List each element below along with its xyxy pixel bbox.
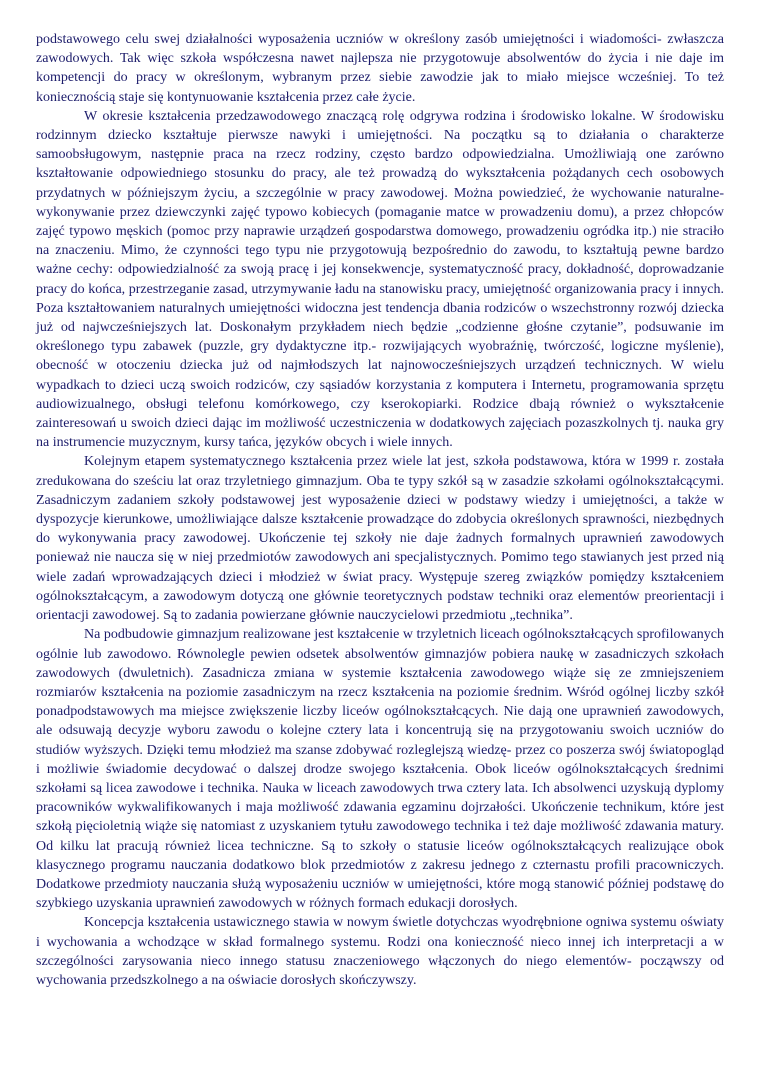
paragraph-secondary-school: Na podbudowie gimnazjum realizowane jest kształcenie w trzyletnich liceach ogólnokształcących sprofilowanych ogólnie lub zawodowo. Równolegle pewien odsetek absolwentów gimnazjów pobiera naukę w zasadniczych szkołach zawodowych (dwuletnich). Zasadnicza zmiana w systemie kształcenia zawodowego wiąże się ze zmniejszeniem rozmiarów kształcenia na poziomie zasadniczym na rzecz kształcenia na poziomie średnim. Wśród ogólnej liczby szkół ponadpodstawowych ma miejsce zwiększenie liczby liceów ogólnokształcących. Nie dają one uprawnień zawodowych, ale odsuwają decyzje wyboru zawodu o kolejne cztery lata i koncentrują się na przygotowaniu swoich uczniów do studiów wyższych. Dzięki temu młodzież ma szanse zdobywać rozleglejszą wiedzę- przez co poszerza swój światopogląd i możliwie świadomie decydować o dalszej drodze swojego kształcenia. Obok liceów ogólnokształcących średnimi szkołami są licea zawodowe i technika. Nauka w liceach zawodowych trwa cztery lata. Ich absolwenci uzyskują dyplomy pracowników wykwalifikowanych i maja możliwość zdawania egzaminu dojrzałości. Ukończenie technikum, które jest szkołą pięcioletnią wiąże się natomiast z uzyskaniem tytułu zawodowego technika i też daje możliwość zdawania matury. Od kilku lat pracują również licea techniczne. Są to szkoły o statusie liceów ogólnokształcących realizujące obok klasycznego programu nauczania dodatkowo blok przedmiotów z zakresu jednego z czternastu profili pracowniczych. Dodatkowe przedmioty nauczania służą wyposażeniu uczniów w umiejętności, które mogą stanowić później podstawę do szybkiego uzyskania uprawnień zawodowych w różnych formach edukacji dorosłych. xyxy=(36,627,724,912)
paragraph-lifelong-learning: Koncepcja kształcenia ustawicznego stawia w nowym świetle dotychczas wyodrębnione ogniwa systemu oświaty i wychowania a wchodzące w skład formalnego systemu. Rodzi ona konieczność nieco innej ich interpretacji a w szczególności zarysowania nieco innego statusu znaczeniowego włączonych do niego elementów- począwszy od wychowania przedszkolnego a na oświacie dorosłych skończywszy. xyxy=(36,915,724,988)
paragraph-continuation: podstawowego celu swej działalności wyposażenia uczniów w określony zasób umiejętności i wiadomości- zwłaszcza zawodowych. Tak więc szkoła współczesna nawet najlepsza nie przygotowuje absolwentów do życia i nie daje im kompetencji do pracy w określonym, wybranym przez siebie zawodzie jak to miało miejsce wcześniej. To też koniecznością staje się kontynuowanie kształcenia przez całe życie. xyxy=(36,32,724,105)
paragraph-family-education: W okresie kształcenia przedzawodowego znaczącą rolę odgrywa rodzina i środowisko lokalne. W środowisku rodzinnym dziecko kształtuje pierwsze nawyki i umiejętności. Na początku są to działania o charakterze samoobsługowym, następnie praca na rzecz rodziny, często bardzo odpowiedzialna. Umożliwiają one zarówno kształtowanie odpowiedniego stosunku do pracy, ale też prowadzą do wykształcenia pożądanych cech osobowych przydatnych w późniejszym życiu, a szczególnie w pracy zawodowej. Można powiedzieć, że wychowanie naturalne- wykonywanie przez dziewczynki zajęć typowo kobiecych (pomaganie matce w prowadzeniu domu), a przez chłopców zajęć typowo męskich (pomoc przy naprawie urządzeń gospodarstwa domowego, prowadzeniu ogródka itp.) nie straciło na znaczeniu. Mimo, że czynności tego typu nie przygotowują bezpośrednio do zawodu, to kształtują pewne bardzo ważne cechy: odpowiedzialność za swoją pracę i jej konsekwencje, systematyczność pracy, dokładność, doprowadzanie pracy do końca, przestrzeganie zasad, utrzymywanie ładu na stanowisku pracy, umiejętność organizowania pracy i innych. Poza kształtowaniem naturalnych umiejętności widoczna jest tendencja dbania rodziców o wszechstronny rozwój dziecka już od najwcześniejszych lat. Doskonałym przykładem niech będzie „codzienne głośne czytanie”, podsuwanie im określonego typu zabawek (puzzle, gry dydaktyczne itp.- rozwijających wyobraźnię, twórczość, logiczne myślenie), obecność w otoczeniu dziecka już od najmłodszych lat najnowocześniejszych urządzeń technicznych. W wielu wypadkach to dzieci uczą swoich rodziców, czy sąsiadów korzystania z komputera i Internetu, programowania sprzętu audiowizualnego, obsługi telefonu komórkowego, czy kserokopiarki. Rodzice dbają również o wykształcenie zainteresowań u swoich dzieci dając im możliwość uczestniczenia w dodatkowych zajęciach pozaszkolnych tj. nauka gry na instrumencie muzycznym, kursy tańca, języków obcych i wiele innych. xyxy=(36,108,724,451)
document-page xyxy=(36,30,724,990)
paragraph-primary-school: Kolejnym etapem systematycznego kształcenia przez wiele lat jest, szkoła podstawowa, która w 1999 r. została zredukowana do sześciu lat oraz trzyletniego gimnazjum. Oba te typy szkół są w zasadzie szkołami ogólnokształcącymi. Zasadniczym zadaniem szkoły podstawowej jest wyposażenie dzieci w podstawy wiedzy i umiejętności, a także w dyspozycje kierunkowe, umożliwiające dalsze kształcenie prowadzące do zdobycia określonych sprawności, niezbędnych do wykonywania pracy zawodowej. Ukończenie tej szkoły nie daje żadnych formalnych uprawnień zawodowych ponieważ nie naucza się w niej przedmiotów zawodowych ani specjalistycznych. Pomimo tego stawianych jest przed nią wiele zadań wprowadzających dzieci i młodzież w świat pracy. Występuje szereg związków pomiędzy kształceniem ogólnokształcącym, a zawodowym dotyczą one głównie teoretycznych podstaw techniki oraz elementów preorientacji i orientacji zawodowej. Są to zadania powierzane głównie nauczycielowi przedmiotu „technika”. xyxy=(36,454,724,624)
